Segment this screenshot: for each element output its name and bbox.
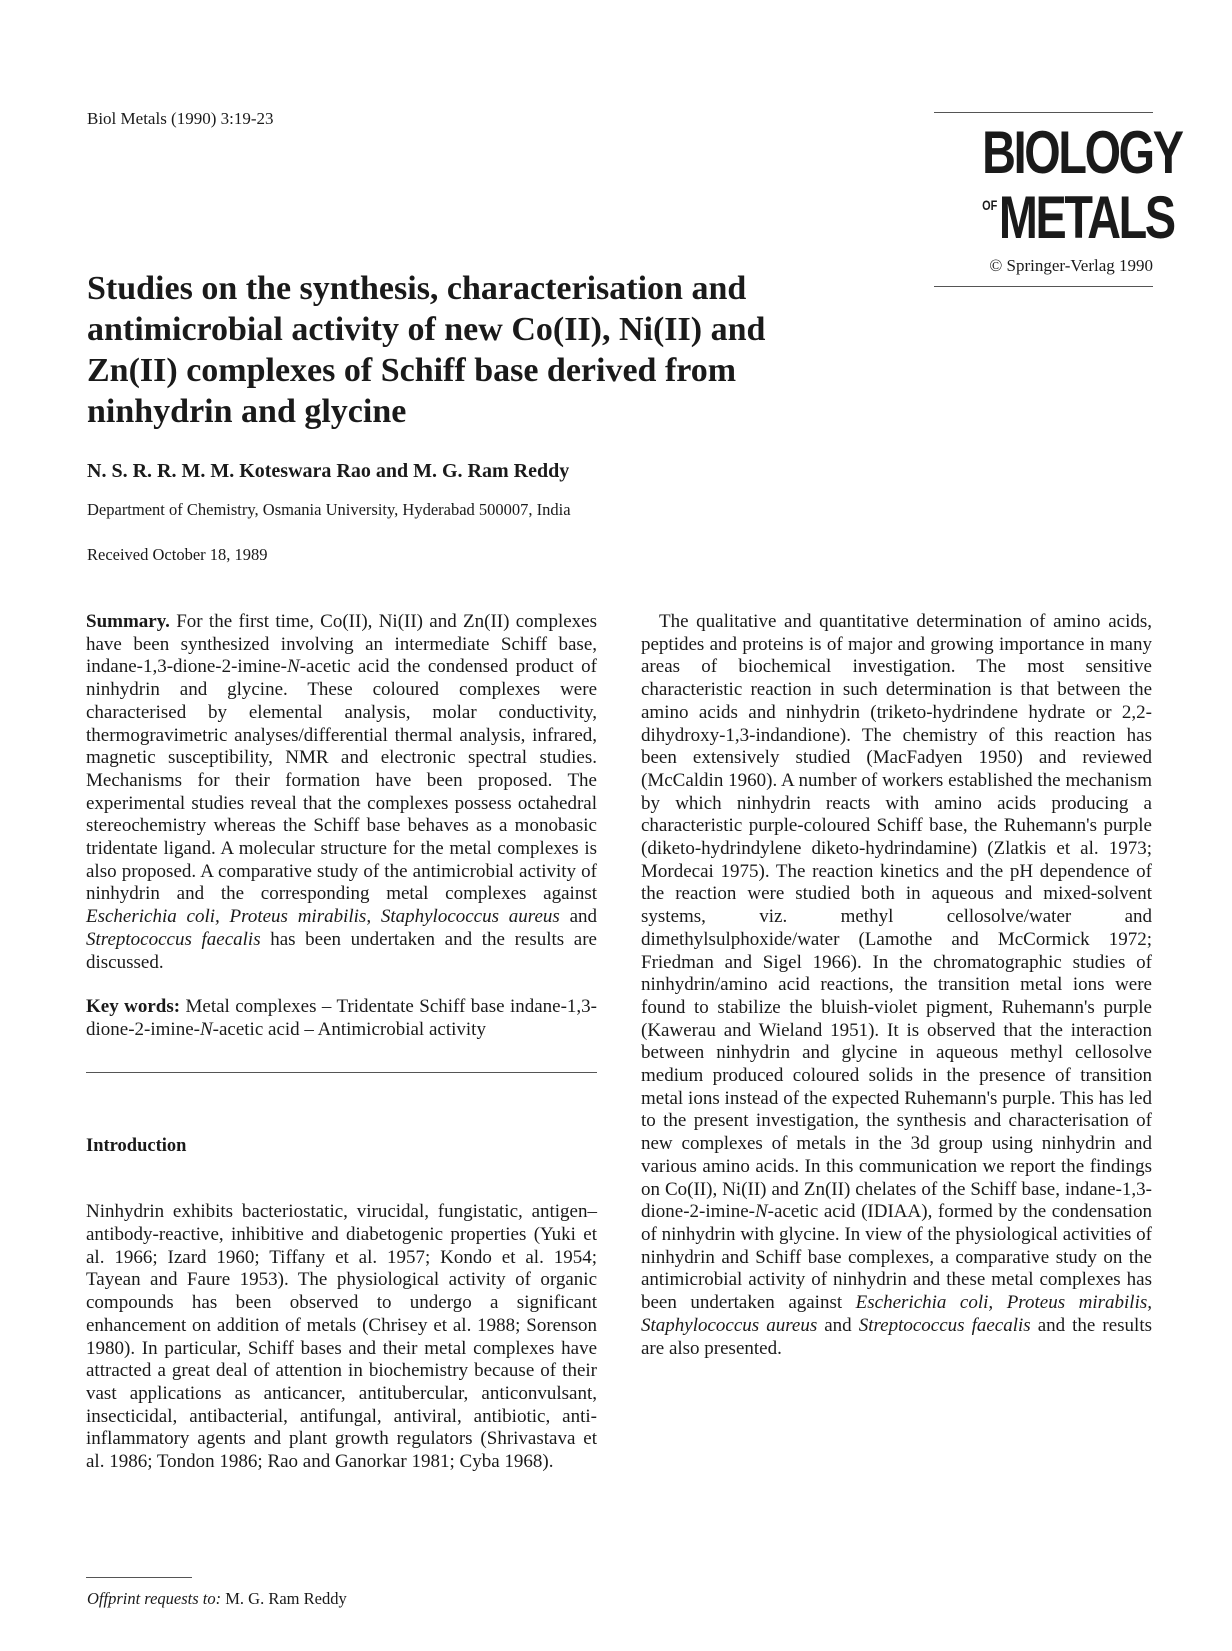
introduction-paragraph-2-organisms-2: Streptococcus faecalis xyxy=(858,1314,1031,1336)
keywords-label: Key words: xyxy=(86,996,181,1018)
right-column xyxy=(641,611,1152,1360)
summary-n-italic: N xyxy=(287,656,300,678)
summary-organisms-1: Escherichia coli, Proteus mirabilis, Staphylococcus aureus xyxy=(86,906,560,928)
summary-text-1: For the first time, Co(II), Ni(II) and Zn(II) complexes have been synthesized involving an intermediate Schiff base, indane-1,3-dione-2-imine- xyxy=(86,611,597,678)
keywords-text-2: -acetic acid – Antimicrobial activity xyxy=(212,1018,486,1040)
keywords-n-italic: N xyxy=(199,1018,213,1040)
introduction-paragraph-2-organisms-1: Escherichia coli, Proteus mirabilis, Staphylococcus aureus xyxy=(641,1292,1152,1336)
abstract-divider xyxy=(86,1072,597,1073)
footnote-name: M. G. Ram Reddy xyxy=(221,1589,347,1608)
introduction-paragraph-2-and: and xyxy=(817,1314,859,1336)
journal-logo-of: OF xyxy=(982,197,998,213)
journal-logo-metals xyxy=(982,179,1174,251)
summary-organisms-2: Streptococcus faecalis xyxy=(86,928,261,950)
article-title: Studies on the synthesis, characterisation and antimicrobial activity of new Co(II), Ni(II) and Zn(II) complexes of Schiff base derived from ninhydrin and glycine xyxy=(87,270,766,430)
left-column xyxy=(86,611,597,1474)
journal-masthead xyxy=(934,112,1182,287)
introduction-heading: Introduction xyxy=(86,1135,187,1156)
masthead-top-rule xyxy=(934,112,1153,113)
introduction-paragraph-2-text-3: and the results are also presented. xyxy=(641,1314,1152,1359)
summary-and: and xyxy=(559,906,597,928)
introduction-paragraph-2-n-italic: N xyxy=(754,1201,768,1223)
introduction-paragraph-2-text-1: The qualitative and quantitative determination of amino acids, peptides and proteins is of major and growing importance in many areas of biochemical investigation. The most sensitive characteristic reaction in such determination is that between the amino acids and ninhydrin (triketo-hydrindene hydrate or 2,2-dihydroxy-1,3-indandione). The chemistry of this reaction has been extensively studied (MacFadyen 1950) and reviewed (McCaldin 1960). A number of workers established the mechanism by which ninhydrin reacts with amino acids producing a characteristic purple-coloured Schiff base, the Ruhemann's purple (diketo-hydrindylene diketo-hydrindamine) (Zlatkis et al. 1973; Mordecai 1975). The reaction kinetics and the pH dependence of the reaction were studied both in aqueous and mixed-solvent systems, viz. methyl cellosolve/water and dimethylsulphoxide/water (Lamothe and McCormick 1972; Friedman and Sigel 1966). In the chromatographic studies of ninhydrin/amino acid reactions, the transition metal ions were found to stabilize the bluish-violet pigment, Ruhemann's purple (Kawerau and Wieland 1951). It is observed that the interaction between ninhydrin and glycine in aqueous methyl cellosolve medium produced coloured solids in the presence of transition metal ions instead of the expected Ruhemann's purple. This has led to the present investigation, the synthesis and characterisation of new complexes of metals in the 3d group using ninhydrin and various amino acids. In this communication we report the findings on Co(II), Ni(II) and Zn(II) chelates of the Schiff base, indane-1,3-dione-2-imine- xyxy=(641,611,1152,1223)
footnote-label: Offprint requests to: xyxy=(87,1589,222,1608)
article-authors: N. S. R. R. M. M. Koteswara Rao and M. G. Ram Reddy xyxy=(87,460,570,482)
copyright-notice: © Springer-Verlag 1990 xyxy=(989,256,1153,275)
summary-text-2: -acetic acid the condensed product of ninhydrin and glycine. These coloured complexes were characterised by elemental analysis, molar conductivity, thermogravimetric analyses/differential thermal analysis, infrared, magnetic susceptibility, NMR and electronic spectral studies. Mechanisms for their formation have been proposed. The experimental studies reveal that the complexes possess octahedral stereochemistry whereas the Schiff base behaves as a monobasic tridentate ligand. A molecular structure for the metal complexes is also proposed. A comparative study of the antimicrobial activity of ninhydrin and the corresponding metal complexes against xyxy=(86,656,597,905)
keywords-paragraph xyxy=(86,996,597,1041)
journal-citation: Biol Metals (1990) 3:19-23 xyxy=(87,109,274,128)
summary-label: Summary. xyxy=(86,611,170,632)
journal-logo-biology: BIOLOGY xyxy=(982,119,1182,186)
summary-paragraph xyxy=(86,611,597,974)
summary-text-3: has been undertaken and the results are discussed. xyxy=(86,928,597,973)
received-date: Received October 18, 1989 xyxy=(87,545,268,564)
footnote-divider xyxy=(86,1577,192,1578)
author-affiliation: Department of Chemistry, Osmania University, Hyderabad 500007, India xyxy=(87,500,571,519)
offprint-footnote xyxy=(87,1589,347,1609)
masthead-bottom-rule xyxy=(934,286,1153,287)
keywords-text-1: Metal complexes – Tridentate Schiff base indane-1,3-dione-2-imine- xyxy=(86,996,598,1040)
introduction-paragraph-2-text-2: -acetic acid (IDIAA), formed by the condensation of ninhydrin with glycine. In view of the physiological activities of ninhydrin and Schiff base complexes, a comparative study on the antimicrobial activity of ninhydrin and these metal complexes has been undertaken against xyxy=(641,1201,1152,1314)
journal-logo-metals-word: METALS xyxy=(998,184,1174,251)
introduction-paragraph-2 xyxy=(641,611,1152,1360)
introduction-paragraph-1: Ninhydrin exhibits bacteriostatic, virucidal, fungistatic, antigen–antibody-reactive, inhibitive and diabetogenic properties (Yuki et al. 1966; Izard 1960; Tiffany et al. 1957; Kondo et al. 1954; Tayean and Faure 1953). The physiological activity of organic compounds has been observed to undergo a significant enhancement on addition of metals (Chrisey et al. 1988; Sorenson 1980). In particular, Schiff bases and their metal complexes have attracted a great deal of attention in biochemistry because of their vast applications as anticancer, antitubercular, anticonvulsant, insecticidal, antibacterial, antifungal, antiviral, antibiotic, anti-inflammatory agents and plant growth regulators (Shrivastava et al. 1986; Tondon 1986; Rao and Ganorkar 1981; Cyba 1968). xyxy=(86,1201,597,1473)
